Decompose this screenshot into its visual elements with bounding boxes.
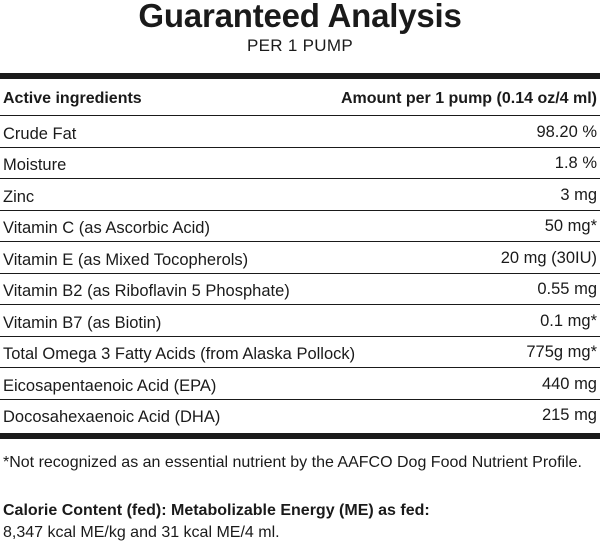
top-divider xyxy=(0,73,600,79)
panel-title: Guaranteed Analysis xyxy=(138,0,462,34)
table-row xyxy=(0,115,600,147)
ingredient-amount: 50 mg* xyxy=(544,217,597,235)
ingredient-amount: 98.20 % xyxy=(536,122,597,141)
ingredient-name: Total Omega 3 Fatty Acids (from Alaska Pollock) xyxy=(3,345,356,363)
table-row xyxy=(0,304,600,336)
ingredient-name: Vitamin B2 (as Riboflavin 5 Phosphate) xyxy=(3,282,290,300)
ingredient-amount: 3 mg xyxy=(560,185,597,204)
panel-subtitle: PER 1 PUMP xyxy=(247,36,353,55)
ingredient-name: Eicosapentaenoic Acid (EPA) xyxy=(3,376,217,395)
ingredient-name: Docosahexaenoic Acid (DHA) xyxy=(3,408,221,426)
header-amount: Amount per 1 pump (0.14 oz/4 ml) xyxy=(340,90,597,107)
table-row xyxy=(0,367,600,399)
ingredient-name: Vitamin B7 (as Biotin) xyxy=(3,313,162,332)
bottom-divider xyxy=(0,433,600,439)
table-row xyxy=(0,336,600,368)
calorie-content-value: 8,347 kcal ME/kg and 31 kcal ME/4 ml. xyxy=(3,524,280,541)
table-row xyxy=(0,273,600,305)
ingredient-amount: 1.8 % xyxy=(554,154,597,172)
ingredients-table xyxy=(0,115,600,430)
ingredient-name: Crude Fat xyxy=(3,124,77,143)
calorie-content-title: Calorie Content (fed): Metabolizable Energy (ME) as fed: xyxy=(3,502,430,519)
ingredient-amount: 20 mg (30IU) xyxy=(500,248,597,267)
footnote: *Not recognized as an essential nutrient by the AAFCO Dog Food Nutrient Profile. xyxy=(3,454,582,471)
ingredient-amount: 0.55 mg xyxy=(537,280,597,298)
ingredient-name: Zinc xyxy=(3,187,35,206)
table-row xyxy=(0,241,600,273)
table-header xyxy=(0,84,600,114)
ingredient-name: Moisture xyxy=(3,156,67,174)
ingredient-amount: 440 mg xyxy=(541,374,597,393)
ingredient-amount: 215 mg xyxy=(541,406,597,424)
table-row xyxy=(0,178,600,210)
table-row xyxy=(0,210,600,242)
ingredient-amount: 775g mg* xyxy=(526,343,597,361)
table-row xyxy=(0,147,600,179)
ingredient-name: Vitamin E (as Mixed Tocopherols) xyxy=(3,250,249,269)
ingredient-amount: 0.1 mg* xyxy=(540,311,597,330)
ingredient-name: Vitamin C (as Ascorbic Acid) xyxy=(3,219,210,237)
header-ingredients: Active ingredients xyxy=(3,90,142,107)
table-row xyxy=(0,399,600,431)
